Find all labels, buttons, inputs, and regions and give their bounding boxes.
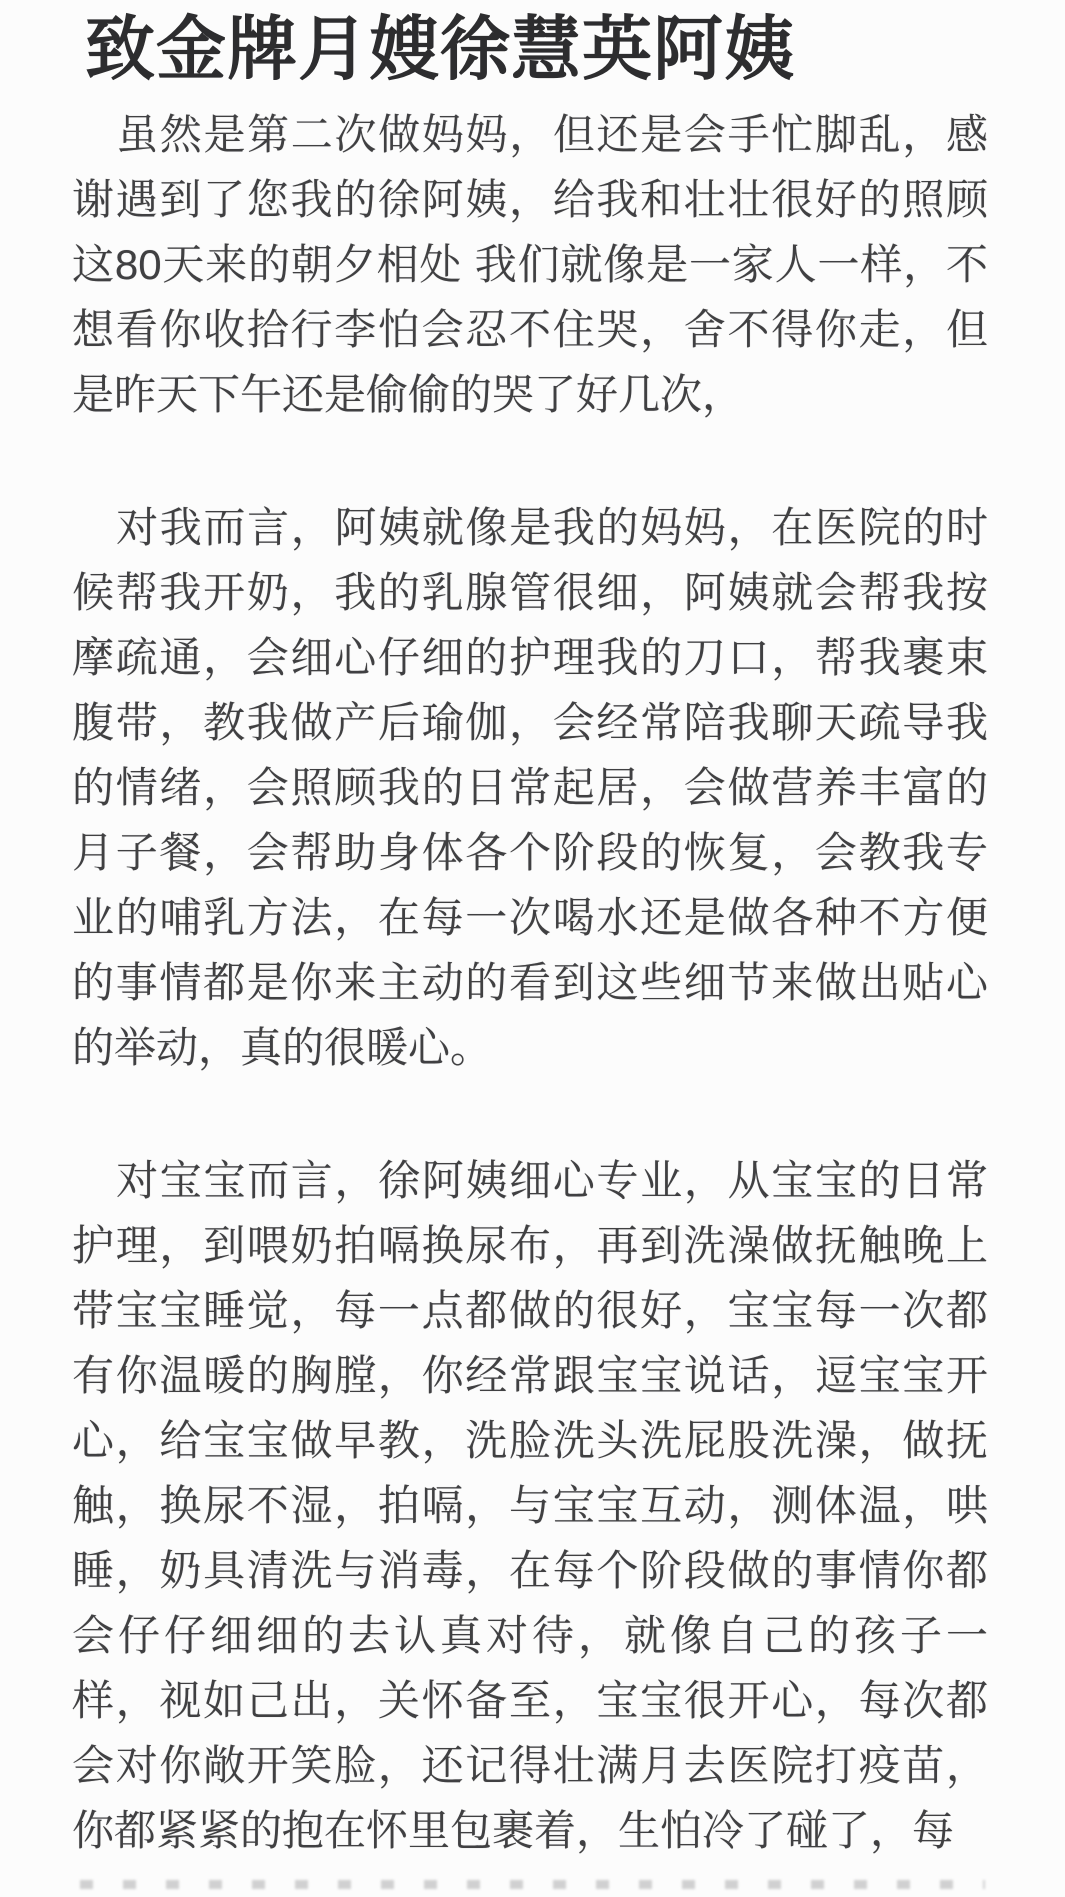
paragraph-3: 对宝宝而言，徐阿姨细心专业，从宝宝的日常护理，到喂奶拍嗝换尿布，再到洗澡做抚触晚上带宝宝睡觉，每一点都做的很好，宝宝每一次都有你温暖的胸膛，你经常跟宝宝说话，逗宝宝开心，给宝宝做早教，洗脸洗头洗屁股洗澡，做抚触，换尿不湿，拍嗝，与宝宝互动，测体温，哄睡，奶具清洗与消毒，在每个阶段做的事情你都会仔仔细细的去认真对待，就像自己的孩子一样，视如己出，关怀备至，宝宝很开心，每次都会对你敞开笑脸，还记得壮满月去医院打疫苗，你都紧紧的抱在怀里包裹着，生怕冷了碰了，每: [72, 1157, 988, 1854]
letter-document: [72, 6, 988, 1863]
paragraph-1: 虽然是第二次做妈妈，但还是会手忙脚乱，感谢遇到了您我的徐阿姨，给我和壮壮很好的照顾这80天来的朝夕相处 我们就像是一家人一样，不想看你收拾行李怕会忍不住哭，舍不得你走，但是昨天下午还是偷偷的哭了好几次，: [72, 111, 988, 418]
paragraph-2: 对我而言，阿姨就像是我的妈妈，在医院的时候帮我开奶，我的乳腺管很细，阿姨就会帮我按摩疏通，会细心仔细的护理我的刀口，帮我裹束腹带，教我做产后瑜伽，会经常陪我聊天疏导我的情绪，会照顾我的日常起居，会做营养丰富的月子餐，会帮助身体各个阶段的恢复，会教我专业的哺乳方法，在每一次喝水还是做各种不方便的事情都是你来主动的看到这些细节来做出贴心的举动，真的很暖心。: [72, 504, 988, 1071]
cutoff-text-remnant: [80, 1880, 985, 1889]
page-title: 致金牌月嫂徐慧英阿姨: [85, 10, 795, 88]
